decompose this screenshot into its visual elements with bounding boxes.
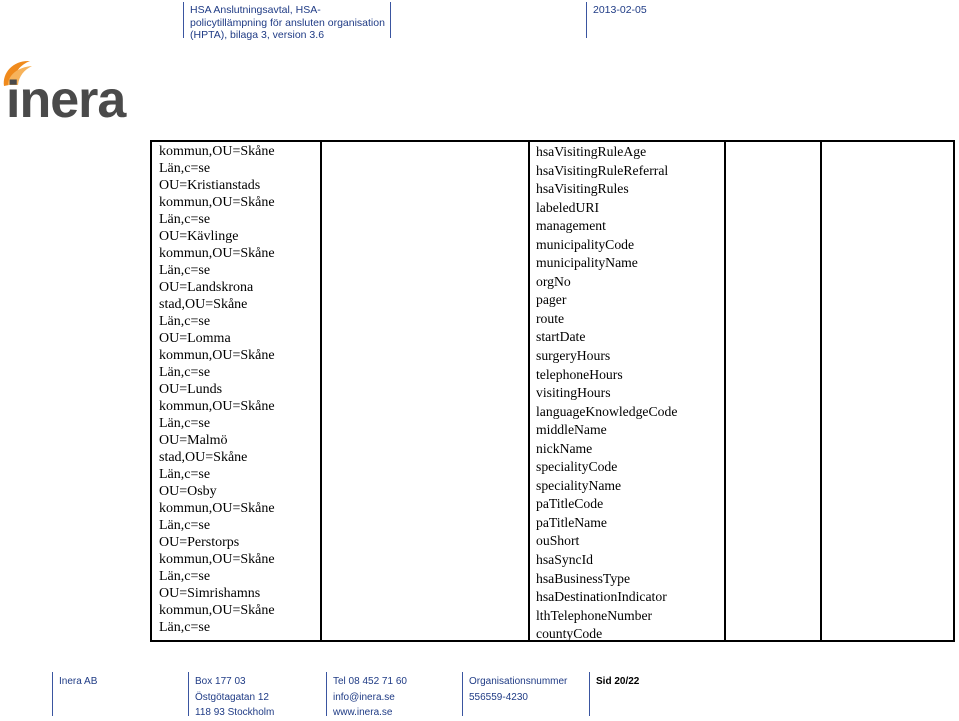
dn-line: kommun,OU=Skåne — [159, 552, 275, 567]
footer-divider — [188, 672, 189, 716]
dn-line: Län,c=se — [159, 314, 211, 329]
attribute-name: hsaVisitingRuleAge — [536, 144, 647, 159]
dn-line: kommun,OU=Skåne — [159, 399, 275, 414]
dn-line: OU=Kristianstads — [159, 178, 261, 193]
attribute-name: paTitleCode — [536, 496, 604, 512]
attribute-name: ouShort — [536, 533, 580, 549]
logo-wordmark: inera — [6, 71, 126, 129]
dn-line: OU=Osby — [159, 484, 217, 499]
header-divider — [183, 2, 184, 38]
dn-entry — [159, 143, 275, 177]
organization-dn-list — [159, 143, 275, 636]
footer-company: Inera AB — [59, 676, 98, 687]
footer-org — [469, 674, 567, 705]
footer-address-line: Östgötagatan 12 — [195, 691, 269, 703]
footer-phone: Tel 08 452 71 60 — [333, 676, 407, 687]
attribute-name-list — [536, 143, 677, 644]
table-column-3 — [528, 140, 530, 642]
attribute-name: hsaVisitingRules — [536, 181, 629, 197]
table-column-1 — [150, 140, 152, 642]
attribute-name: startDate — [536, 329, 586, 345]
attribute-name: languageKnowledgeCode — [536, 403, 678, 419]
dn-line: Län,c=se — [159, 365, 211, 380]
dn-entry — [159, 585, 275, 636]
attribute-name: municipalityCode — [536, 236, 635, 252]
footer-contact — [333, 674, 407, 721]
attribute-name: hsaSyncId — [536, 552, 594, 568]
attribute-name: orgNo — [536, 273, 571, 289]
attribute-name: nickName — [536, 440, 593, 456]
attribute-name: pager — [536, 292, 567, 308]
footer-email-link[interactable]: info@inera.se — [333, 691, 395, 703]
dn-line: OU=Simrishamns — [159, 586, 261, 601]
dn-line: Län,c=se — [159, 569, 211, 584]
dn-line: OU=Kävlinge — [159, 229, 239, 244]
page-header — [0, 0, 959, 42]
dn-line: kommun,OU=Skåne — [159, 501, 275, 516]
table-column-5 — [820, 140, 822, 642]
footer-org-number: 556559-4230 — [469, 691, 528, 703]
footer-address — [195, 674, 274, 721]
dn-line: OU=Lomma — [159, 331, 231, 346]
dn-line: OU=Malmö — [159, 433, 228, 448]
attribute-name: management — [536, 218, 606, 234]
dn-line: Län,c=se — [159, 263, 211, 278]
footer-address-line: 118 93 Stockholm — [195, 707, 275, 718]
dn-line: Län,c=se — [159, 518, 211, 533]
footer-org-label: Organisationsnummer — [469, 676, 568, 687]
attribute-name: specialityName — [536, 477, 622, 493]
document-title: HSA Anslutningsavtal, HSA-policytillämpning för ansluten organisation (HPTA), bilaga 3, version 3.6 — [190, 4, 385, 41]
footer-divider — [589, 672, 590, 716]
table-column-4 — [724, 140, 726, 642]
document-date: 2013-02-05 — [593, 4, 647, 16]
table-border-right — [953, 140, 955, 642]
dn-entry — [159, 279, 275, 330]
dn-line: kommun,OU=Skåne — [159, 195, 275, 210]
dn-line: kommun,OU=Skåne — [159, 246, 275, 261]
attribute-name: route — [536, 310, 565, 326]
dn-line: kommun,OU=Skåne — [159, 348, 275, 363]
dn-entry — [159, 432, 275, 483]
attribute-name: middleName — [536, 422, 607, 438]
attribute-name: specialityCode — [536, 459, 618, 475]
dn-line: Län,c=se — [159, 416, 211, 431]
footer-divider — [52, 672, 53, 716]
dn-entry — [159, 177, 275, 228]
dn-entry — [159, 228, 275, 279]
dn-entry — [159, 483, 275, 534]
footer-website-link[interactable]: www.inera.se — [333, 707, 393, 718]
attribute-name: municipalityName — [536, 255, 638, 271]
footer-address-line: Box 177 03 — [195, 676, 246, 687]
dn-line: Län,c=se — [159, 620, 211, 635]
dn-line: OU=Landskrona — [159, 280, 254, 295]
attribute-table — [150, 140, 955, 642]
dn-line: kommun,OU=Skåne — [159, 144, 275, 159]
attribute-name: hsaVisitingRuleReferral — [536, 162, 669, 178]
attribute-name: surgeryHours — [536, 348, 611, 364]
dn-line: OU=Lunds — [159, 382, 223, 397]
footer-divider — [462, 672, 463, 716]
attribute-name: hsaBusinessType — [536, 570, 631, 586]
dn-line: kommun,OU=Skåne — [159, 603, 275, 618]
table-border-top — [150, 140, 955, 142]
attribute-name: countyCode — [536, 626, 603, 642]
header-divider — [390, 2, 391, 38]
dn-line: OU=Perstorps — [159, 535, 240, 550]
footer-divider — [326, 672, 327, 716]
dn-entry — [159, 330, 275, 381]
dn-line: Län,c=se — [159, 161, 211, 176]
attribute-name: paTitleName — [536, 514, 607, 530]
dn-line: Län,c=se — [159, 467, 211, 482]
table-column-2 — [320, 140, 322, 642]
attribute-name: telephoneHours — [536, 366, 623, 382]
header-divider — [586, 2, 587, 38]
attribute-name: visitingHours — [536, 385, 611, 401]
dn-line: stad,OU=Skåne — [159, 297, 248, 312]
dn-entry — [159, 381, 275, 432]
page-number: Sid 20/22 — [596, 676, 640, 687]
dn-entry — [159, 534, 275, 585]
attribute-name: hsaDestinationIndicator — [536, 589, 667, 605]
attribute-name: labeledURI — [536, 199, 600, 215]
attribute-name: lthTelephoneNumber — [536, 607, 653, 623]
page-footer — [0, 672, 959, 716]
dn-line: Län,c=se — [159, 212, 211, 227]
dn-line: stad,OU=Skåne — [159, 450, 248, 465]
